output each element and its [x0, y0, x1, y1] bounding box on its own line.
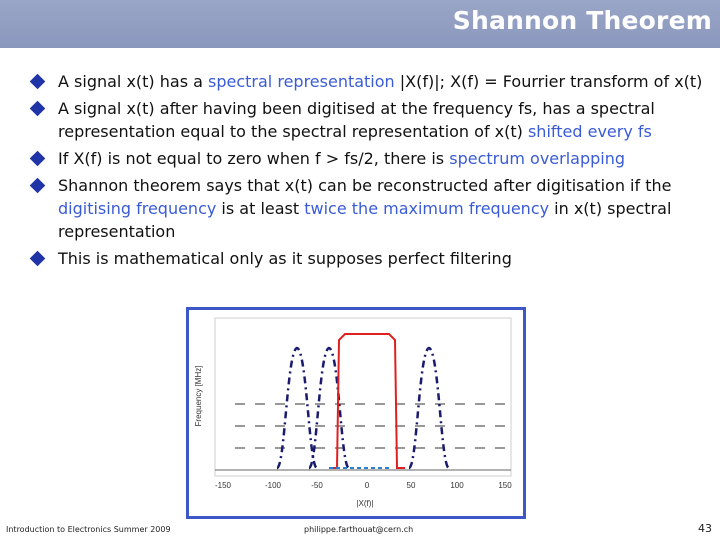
- x-tick-label: 150: [498, 481, 512, 490]
- slide-title: Shannon Theorem: [452, 6, 712, 35]
- x-tick-label: 0: [364, 481, 370, 490]
- x-tick-label: 50: [406, 481, 416, 490]
- diamond-bullet-icon: [30, 74, 46, 90]
- bullet-text: A signal x(t) after having been digitised at the frequency fs, has a spectral representation equal to the spectral representation of x(t) shifted every fs: [58, 99, 655, 141]
- spectrum-figure: [186, 307, 526, 519]
- x-tick-label: -50: [311, 481, 323, 490]
- diamond-bullet-icon: [30, 101, 46, 117]
- bullet-item: [30, 97, 710, 143]
- bullet-item: [30, 247, 710, 270]
- dash-rows: [235, 404, 507, 448]
- diamond-bullet-icon: [30, 251, 46, 267]
- y-axis-label: Frequency [MHz]: [194, 365, 203, 427]
- footer-course: Introduction to Electronics Summer 2009: [6, 525, 171, 534]
- shifted-spectra: [277, 348, 449, 468]
- diamond-bullet-icon: [30, 151, 46, 167]
- x-tick-label: -100: [264, 481, 282, 490]
- x-tick-label: -150: [214, 481, 232, 490]
- x-axis-label: |X(f)|: [356, 499, 374, 508]
- bullet-text: If X(f) is not equal to zero when f > fs/2, there is spectrum overlapping: [58, 149, 626, 168]
- bullet-text: A signal x(t) has a spectral representation |X(f)|; X(f) = Fourrier transform of x(t): [58, 72, 703, 91]
- footer-email: philippe.farthouat@cern.ch: [304, 525, 414, 534]
- page-number: 43: [698, 522, 712, 535]
- bullet-item: [30, 174, 710, 243]
- bullet-item: [30, 147, 710, 170]
- diamond-bullet-icon: [30, 178, 46, 194]
- x-tick-labels: [215, 481, 512, 490]
- bullet-text: Shannon theorem says that x(t) can be reconstructed after digitisation if the digitising frequency is at least twice the maximum frequency in x(t) spectral representation: [58, 176, 672, 241]
- bullet-list: [30, 70, 710, 274]
- x-tick-label: 100: [450, 481, 464, 490]
- plot-area: [215, 318, 511, 476]
- spectrum-plot: [189, 310, 523, 516]
- bullet-text: This is mathematical only as it supposes perfect filtering: [58, 249, 512, 268]
- bullet-item: [30, 70, 710, 93]
- title-bar: [0, 0, 720, 48]
